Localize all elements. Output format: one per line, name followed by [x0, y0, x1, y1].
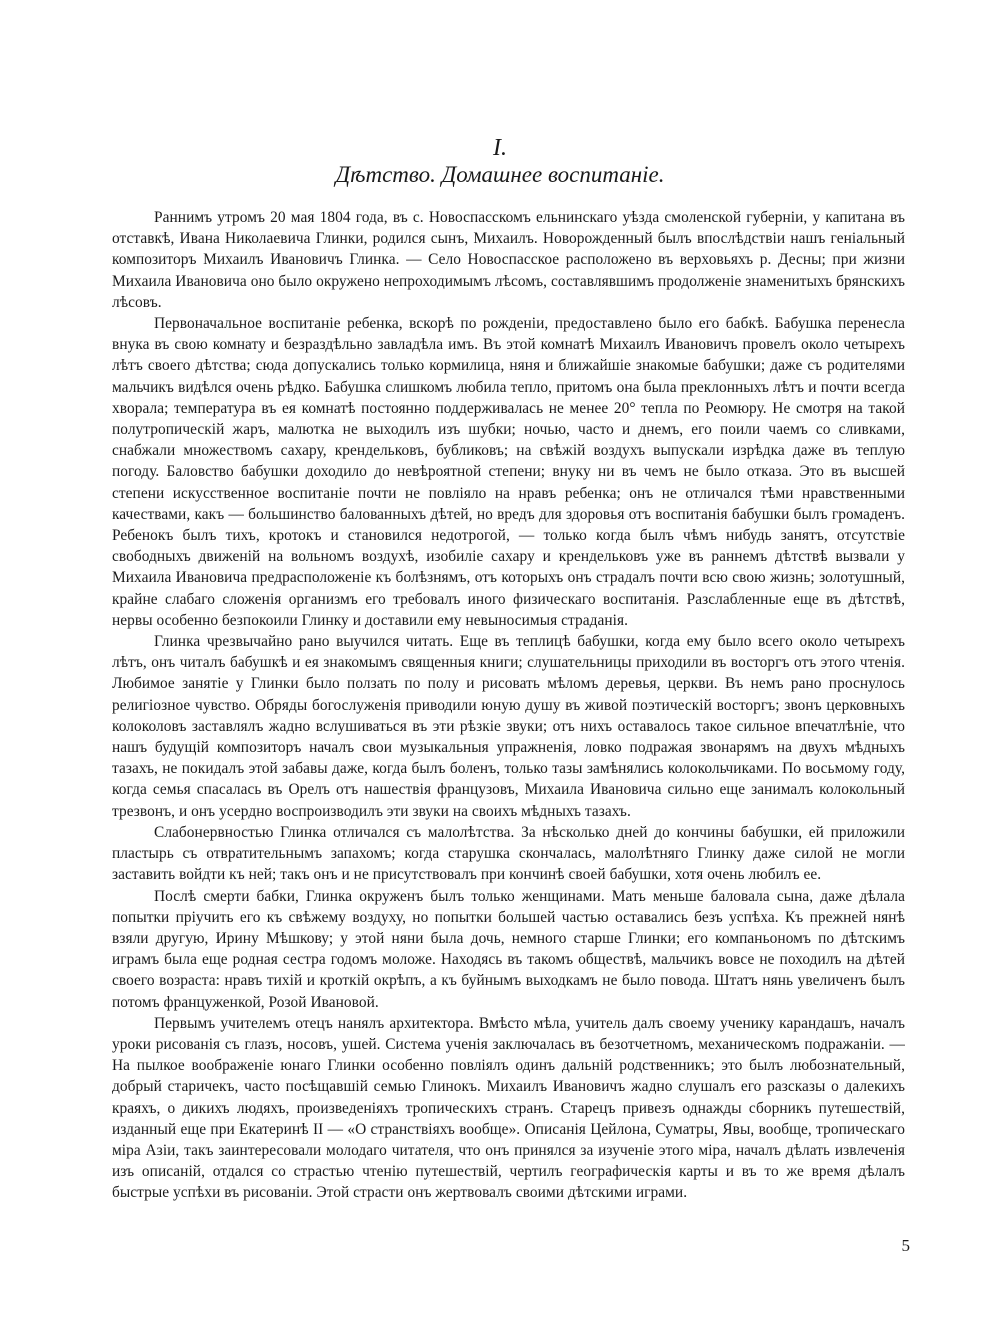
body-text — [112, 207, 905, 1204]
paragraph: Слабонервностью Глинка отличался съ малолѣтства. За нѣсколько дней до кончины бабушки, ей приложили пластырь съ отвратительнымъ запахомъ; когда старушка скончалась, малолѣтняго Глинку даже силой не могли заставить войдти къ ней; такъ онъ и не присутствовалъ при кончинѣ своей бабушки, хотя очень любилъ ее. — [112, 823, 905, 884]
page-number: 5 — [901, 1236, 910, 1255]
paragraph: Раннимъ утромъ 20 мая 1804 года, въ с. Новоспасскомъ ельнинскаго уѣзда смоленской губерніи, у капитана въ отставкѣ, Ивана Николаевича Глинки, родился сынъ, Михаилъ. Новорожденный былъ впослѣдствіи нашъ геніальный композиторъ Михаилъ Ивановичъ Глинка. — Село Новоспасское расположено въ верховьяхъ р. Десны; при жизни Михаила Ивановича оно было окружено непроходимымъ лѣсомъ, составлявшимъ продолженіе знаменитыхъ брянскихъ лѣсовъ. — [112, 209, 905, 311]
paragraph: Первоначальное воспитаніе ребенка, вскорѣ по рожденіи, предоставлено было его бабкѣ. Бабушка перенесла внука въ свою комнату и безраздѣльно завладѣла имъ. Въ этой комнатѣ Михаилъ Ивановичъ провелъ около четырехъ лѣтъ своего дѣтства; сюда допускались только кормилица, няня и ближайшіе знакомые бабушки; даже съ родителями мальчикъ видѣлся очень рѣдко. Бабушка слишкомъ любила тепло, притомъ она была преклонныхъ лѣтъ и почти всегда хворала; температура въ ея комнатѣ постоянно поддерживалась не менее 20° тепла по Реомюру. Не смотря на такой полутропическій жаръ, малютка не выходилъ изъ шубки; ночью, часто и днемъ, его поили чаемъ со сливками, снабжали множествомъ сахару, крендельковъ, бубликовъ; на свѣжій воздухъ выпускали изрѣдка даже въ теплую погоду. Баловство бабушки доходило до невѣроятной степени; внуку ни въ чемъ не было отказа. Это въ высшей степени искусственное воспитаніе почти не повліяло на нравъ ребенка; онъ не отличался тѣми нравственными качествами, какъ — большинство балованныхъ дѣтей, но вредъ для здоровья отъ воспитанія бабушки былъ громаденъ. Ребенокъ былъ тихъ, кротокъ и становился недотрогой, — только когда былъ чѣмъ нибудь занятъ, отсутствіе свободныхъ движеній на вольномъ воздухѣ, изобиліе сахару и крендельковъ уже въ раннемъ дѣтствѣ вызвали у Михаила Ивановича предрасположеніе къ болѣзнямъ, отъ которыхъ онъ страдалъ почти всю свою жизнь; золотушный, крайне слабаго сложенія организмъ его требовалъ иного физическаго воспитанія. Разслабленные еще въ дѣтствѣ, нервы особенно безпокоили Глинку и доставили ему невыносимыя страданія. — [112, 315, 905, 629]
chapter-title: Дѣтство. Домашнее воспитаніе. — [335, 162, 665, 187]
chapter-number: I. — [493, 135, 507, 161]
paragraph: Глинка чрезвычайно рано выучился читать. Еще въ теплицѣ бабушки, когда ему было всего около четырехъ лѣтъ, онъ читалъ бабушкѣ и ея знакомымъ священныя книги; слушательницы приходили въ восторгъ отъ этого чтенія. Любимое занятіе у Глинки было ползать по полу и рисовать мѣломъ деревья, церкви. Въ немъ рано проснулось религіозное чувство. Обряды богослуженія приводили юную душу въ живой поэтическій восторгъ; звонъ церковныхъ колоколовъ заставлялъ жадно вслушиваться въ эти рѣзкіе звуки; отъ нихъ оставалось такое сильное впечатлѣніе, что нашъ будущій композиторъ началъ свои музыкальныя упражненія, ловко подражая звонарямъ на двухъ мѣдныхъ тазахъ, не покидалъ этой забавы даже, когда былъ боленъ, только тазы замѣнялись колокольчиками. По восьмому году, когда семья спасалась въ Орелъ отъ нашествія французовъ, Михаила Ивановича сильно еще занималъ колокольный трезвонъ, и онъ усердно воспроизводилъ эти звуки на своихъ мѣдныхъ тазахъ. — [112, 633, 905, 820]
paragraph: Послѣ смерти бабки, Глинка окруженъ былъ только женщинами. Мать меньше баловала сына, даже дѣлала попытки пріучить его къ свѣжему воздуху, но попытки большей частью оставались безъ успѣха. Къ прежней нянѣ взяли другую, Ирину Мѣшкову; у этой няни была дочь, немного старше Глинки; его компаньономъ по дѣтскимъ играмъ была еще родная сестра годомъ моложе. Находясь въ такомъ обществѣ, мальчикъ вовсе не походилъ на дѣтей своего возраста: нравъ тихій и кроткій окрѣпъ, а къ буйнымъ выходкамъ не было повода. Штатъ нянь увеличенъ былъ потомъ француженкой, Розой Ивановой. — [112, 887, 905, 1011]
paragraph: Первымъ учителемъ отецъ нанялъ архитектора. Вмѣсто мѣла, учитель далъ своему ученику карандашъ, началъ уроки рисованія съ глазъ, носовъ, ушей. Система ученія заключалась въ безотчетномъ, механическомъ подражаніи. — На пылкое воображеніе юнаго Глинки особенно повліялъ одинъ дальній родственникъ; это былъ любознательный, добрый старичекъ, часто посѣщавшій семью Глинокъ. Михаилъ Ивановичъ жадно слушалъ его разсказы о далекихъ краяхъ, о дикихъ людяхъ, произведеніяхъ тропическихъ странъ. Старецъ привезъ однажды сборникъ путешествій, изданный еще при Екатеринѣ II — «О странствіяхъ вообще». Описанія Цейлона, Суматры, Явы, вообще, тропическаго міра Азіи, такъ заинтересовали молодаго читателя, что онъ принялся за изученіе этого міра, началъ дѣлать извлеченія изъ описаній, отдался со страстью чтенію путешествій, чертилъ географическія карты и въ то же время дѣлалъ быстрые успѣхи въ рисованіи. Этой страсти онъ жертвовалъ своими дѣтскими играми. — [112, 1014, 905, 1202]
